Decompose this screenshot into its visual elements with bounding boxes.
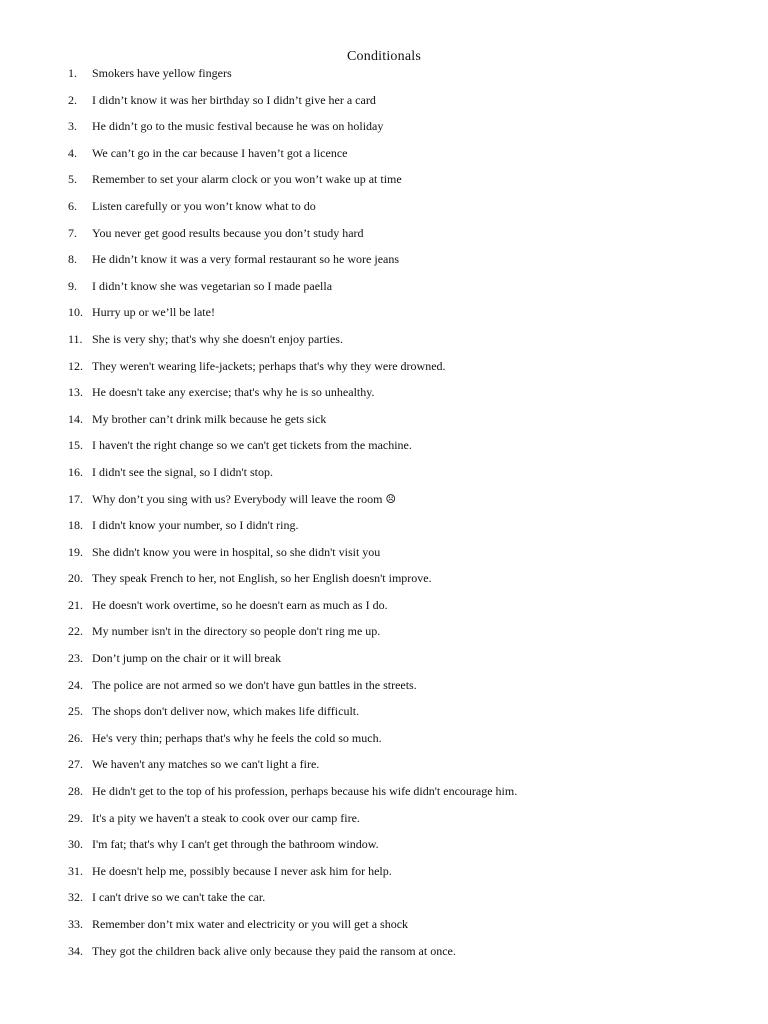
item-number: 19. [68,544,83,559]
item-number: 15. [68,438,83,453]
item-sentence: She didn't know you were in hospital, so she didn't visit you [92,544,381,559]
item-number: 8. [68,252,77,267]
item-sentence: He's very thin; perhaps that's why he feels the cold so much. [92,730,382,745]
item-sentence: We can’t go in the car because I haven’t got a licence [92,145,348,160]
list-item [0,301,768,328]
list-item [0,222,768,249]
item-number: 17. [68,491,83,506]
item-number: 33. [68,917,83,931]
item-number: 5. [68,172,77,187]
list-item [0,567,768,594]
list-item [0,780,768,807]
item-sentence: My brother can’t drink milk because he gets sick [92,411,327,426]
item-sentence: Listen carefully or you won’t know what to do [92,198,316,213]
item-sentence: He didn’t go to the music festival because he was on holiday [92,119,384,134]
list-item [0,833,768,860]
list-item [0,408,768,435]
item-sentence: Don’t jump on the chair or it will break [92,651,282,666]
item-sentence: Remember don’t mix water and electricity or you will get a shock [92,917,409,931]
item-sentence: He doesn't work overtime, so he doesn't earn as much as I do. [92,597,388,612]
item-number: 25. [68,704,83,719]
list-item [0,381,768,408]
item-number: 14. [68,411,83,426]
item-number: 30. [68,837,83,852]
item-sentence: Smokers have yellow fingers [92,66,232,80]
list-item [0,647,768,674]
list-item [0,62,768,89]
item-number: 29. [68,810,83,825]
list-item [0,248,768,275]
list-item [0,328,768,355]
item-sentence: Hurry up or we’ll be late! [92,305,215,320]
list-item [0,195,768,222]
sentence-list [0,62,768,966]
item-number: 32. [68,890,83,905]
item-number: 34. [68,943,83,958]
list-item [0,434,768,461]
item-number: 18. [68,518,83,533]
item-number: 26. [68,730,83,745]
item-number: 22. [68,624,83,639]
item-number: 3. [68,119,77,134]
item-sentence: Why don’t you sing with us? Everybody will leave the room ☹ [92,491,397,506]
list-item [0,594,768,621]
list-item [0,753,768,780]
item-number: 21. [68,597,83,612]
item-number: 2. [68,92,77,107]
item-number: 12. [68,358,83,373]
item-sentence: It's a pity we haven't a steak to cook over our camp fire. [92,810,360,825]
item-sentence: I'm fat; that's why I can't get through the bathroom window. [92,837,379,852]
item-sentence: I didn't know your number, so I didn't ring. [92,518,299,533]
item-number: 6. [68,198,77,213]
list-item [0,514,768,541]
list-item [0,115,768,142]
item-number: 7. [68,225,77,240]
item-sentence: They got the children back alive only because they paid the ransom at once. [92,943,456,958]
list-item [0,461,768,488]
list-item [0,142,768,169]
item-number: 24. [68,677,83,692]
item-sentence: My number isn't in the directory so people don't ring me up. [92,624,381,639]
page-title: Conditionals [347,49,421,64]
item-sentence: I didn't see the signal, so I didn't stop. [92,464,273,479]
item-sentence: You never get good results because you don’t study hard [92,225,364,240]
item-sentence: She is very shy; that's why she doesn't enjoy parties. [92,331,343,346]
item-sentence: I haven't the right change so we can't get tickets from the machine. [92,438,412,453]
list-item [0,620,768,647]
list-item [0,940,768,967]
list-item [0,541,768,568]
item-number: 16. [68,464,83,479]
item-number: 23. [68,651,83,666]
list-item [0,886,768,913]
list-item [0,700,768,727]
list-item [0,488,768,515]
item-sentence: He doesn't take any exercise; that's why he is so unhealthy. [92,385,375,400]
item-sentence: He didn't get to the top of his profession, perhaps because his wife didn't encourage him. [92,784,518,799]
item-sentence: I can't drive so we can't take the car. [92,890,266,905]
list-item [0,860,768,887]
list-item [0,807,768,834]
list-item [0,275,768,302]
item-sentence: We haven't any matches so we can't light a fire. [92,757,320,772]
item-number: 13. [68,385,83,400]
item-sentence: I didn’t know she was vegetarian so I made paella [92,278,333,293]
item-number: 31. [68,863,83,878]
list-item [0,168,768,195]
item-number: 28. [68,784,83,799]
item-number: 27. [68,757,83,772]
item-number: 4. [68,145,77,160]
item-sentence: He doesn't help me, possibly because I never ask him for help. [92,863,392,878]
item-sentence: The shops don't deliver now, which makes life difficult. [92,704,360,719]
item-sentence: Remember to set your alarm clock or you won’t wake up at time [92,172,402,187]
item-sentence: They speak French to her, not English, so her English doesn't improve. [92,571,432,586]
list-item [0,727,768,754]
item-number: 9. [68,278,77,293]
item-number: 10. [68,305,83,320]
item-sentence: He didn’t know it was a very formal restaurant so he wore jeans [92,252,400,267]
item-sentence: The police are not armed so we don't have gun battles in the streets. [92,677,417,692]
list-item [0,355,768,382]
item-number: 1. [68,66,77,80]
item-sentence: I didn’t know it was her birthday so I didn’t give her a card [92,92,376,107]
item-number: 20. [68,571,83,586]
list-item [0,674,768,701]
list-item [0,89,768,116]
list-item [0,913,768,940]
item-number: 11. [68,331,83,346]
item-sentence: They weren't wearing life-jackets; perhaps that's why they were drowned. [92,358,446,373]
